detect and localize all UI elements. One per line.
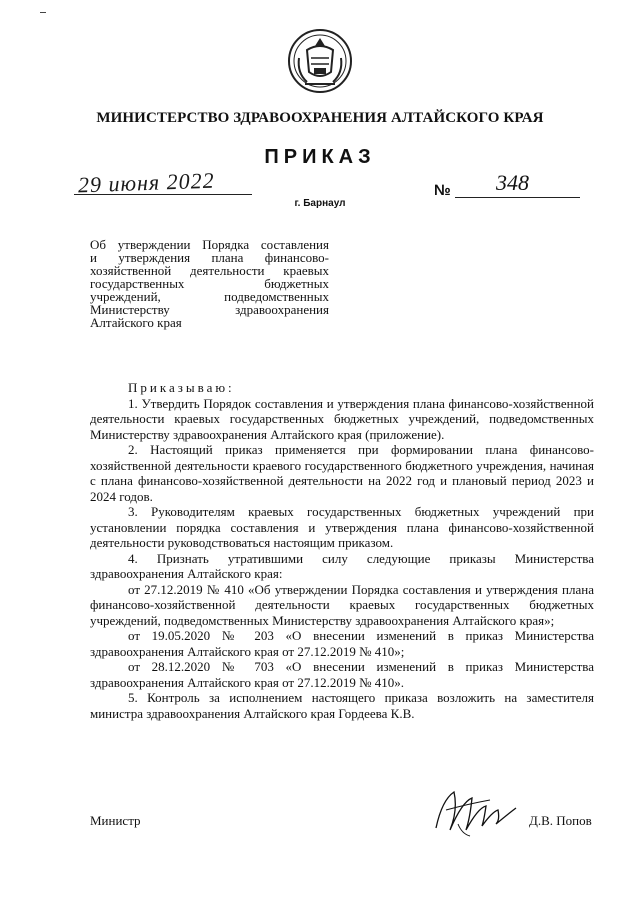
subject-line: государственных бюджетных — [90, 276, 329, 291]
ministry-name: МИНИСТЕРСТВО ЗДРАВООХРАНЕНИЯ АЛТАЙСКОГО КРАЯ — [96, 110, 544, 126]
paragraph-5: 5. Контроль за исполнением настоящего приказа возложить на заместителя министра здравоохранения Алтайского края Гордеева К.В. — [90, 690, 594, 721]
paragraph-3: 3. Руководителям краевых государственных бюджетных учреждений при установлении порядка составления и утверждения плана финансово-хозяйственной деятельности руководствоваться настоящим приказом. — [90, 504, 594, 550]
paragraph-4b: от 19.05.2020 № 203 «О внесении изменений в приказ Министерства здравоохранения Алтайского края от 27.12.2019 № 410»; — [90, 628, 594, 659]
signer-name: Д.В. Попов — [529, 813, 592, 828]
decree-word: Приказываю: — [128, 380, 235, 395]
scan-mark — [40, 12, 46, 13]
paragraph-4c: от 28.12.2020 № 703 «О внесении изменений в приказ Министерства здравоохранения Алтайского края от 27.12.2019 № 410». — [90, 659, 594, 690]
coat-of-arms-emblem — [287, 28, 353, 94]
city-label: г. Барнаул — [294, 198, 346, 209]
paragraph-1: 1. Утвердить Порядок составления и утверждения плана финансово-хозяйственной деятельности краевых государственных бюджетных учреждений, подведомственных Министерству здравоохранения Алтайского края (приложение). — [90, 395, 594, 442]
subject-line: Министерству здравоохранения — [90, 302, 329, 317]
subject-line: Об утверждении Порядка составления — [90, 237, 329, 252]
date-underline — [74, 194, 252, 195]
number-label: № — [434, 182, 451, 199]
handwritten-number: 348 — [496, 170, 529, 195]
paragraph-4: 4. Признать утратившими силу следующие приказы Министерства здравоохранения Алтайского края: — [90, 550, 594, 581]
subject-line: Алтайского края — [90, 315, 182, 330]
order-body — [90, 380, 594, 721]
subject-line: хозяйственной деятельности краевых — [90, 263, 329, 278]
paragraph-4a: от 27.12.2019 № 410 «Об утверждении Порядка составления и утверждения плана финансово-хозяйственной деятельности краевых государственных бюджетных учреждений, подведомственных Министерству здравоохранения Алтайского края»; — [90, 581, 594, 628]
order-title: ПРИКАЗ — [264, 146, 376, 168]
handwritten-date: 29 июня 2022 — [77, 167, 216, 198]
paragraph-2: 2. Настоящий приказ применяется при формировании плана финансово-хозяйственной деятельности краевого государственного бюджетного учреждения, начиная с плана финансово-хозяйственной деятельности на 2022 год и плановый период 2023 и 2024 годов. — [90, 442, 594, 504]
minister-position: Министр — [90, 813, 141, 828]
subject-line: и утверждения плана финансово- — [90, 250, 329, 265]
handwritten-signature — [428, 780, 528, 840]
subject-line: учреждений, подведомственных — [90, 289, 329, 304]
